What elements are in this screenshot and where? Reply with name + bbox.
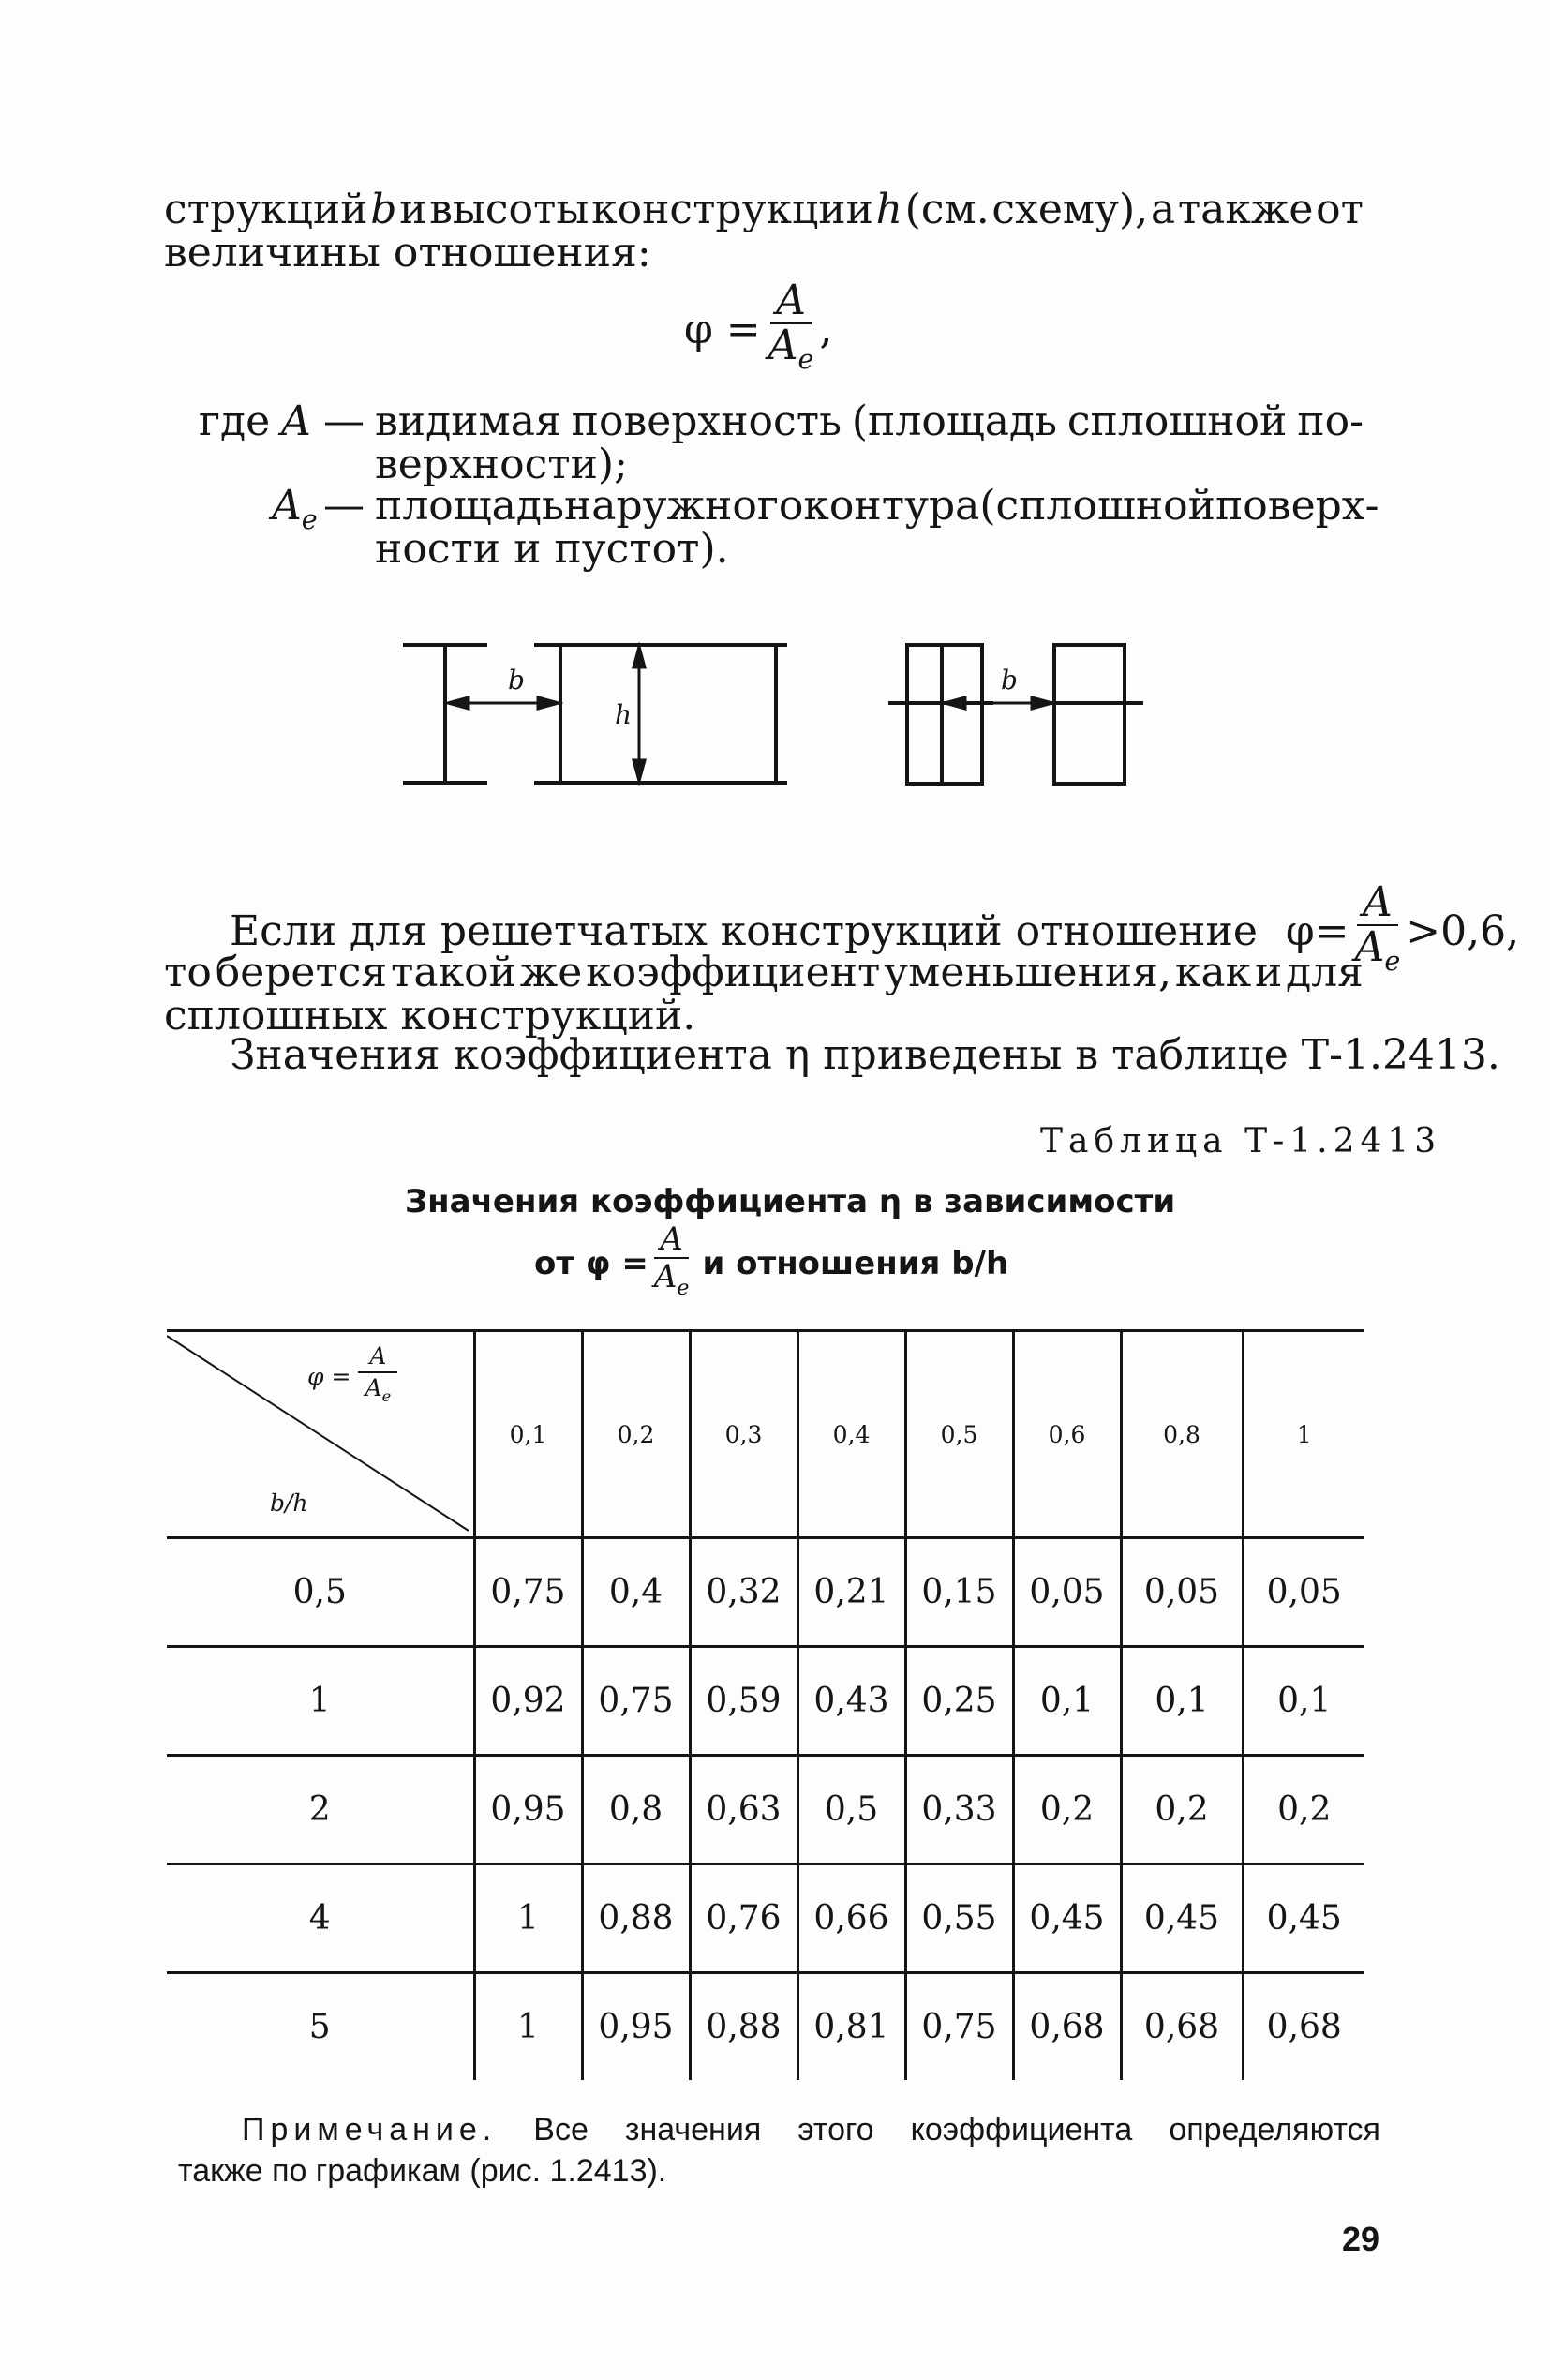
table-cell: 0,92 [474,1647,582,1756]
table-cell: 0,4 [582,1538,690,1647]
table-cell: 0,63 [690,1756,797,1864]
table-cell: 0,1 [1013,1647,1121,1756]
table-row [167,1647,1364,1756]
definition-Ae-line-1: площадь наружного контура (сплошной поверх- [375,482,1379,530]
row-header: 0,5 [167,1538,474,1647]
table-row [167,1538,1364,1647]
table-header-row [167,1331,1364,1538]
table-cell: 1 [474,1864,582,1973]
table-label: Таблица Т-1.2413 [1040,1122,1442,1160]
table-cell: 0,33 [905,1756,1013,1864]
table-row [167,1756,1364,1864]
column-header: 0,2 [582,1331,690,1538]
page-number: 29 [1342,2220,1380,2258]
table-note-line-1: Примечание. Все значения этого коэффициента определяются [242,2109,1380,2150]
intro-line-1: струкций b и высоты конструкции h (см. схему), а также от [164,186,1364,233]
column-header: 0,6 [1013,1331,1121,1538]
definition-A-dash: — [323,397,365,445]
definition-A-symbol: A [281,397,311,445]
row-header: 2 [167,1756,474,1864]
table-cell: 0,43 [797,1647,905,1756]
table-note-line-2: также по графикам (рис. 1.2413). [178,2153,667,2189]
coefficient-table [167,1329,1364,2080]
column-header: 0,3 [690,1331,797,1538]
formula-phi: φ = $\frac{A}{A_e}$ , [684,279,832,381]
table-title-line-2: от φ = $\frac{A}{A_e}$ и отношения b/h [534,1220,1009,1300]
diagram-label-h: h [615,699,633,730]
table-cell: 0,75 [582,1647,690,1756]
formula-fraction: $\frac{A}{A_e}$ [768,277,814,375]
box-section-right [907,645,982,784]
table-cell: 0,76 [690,1864,797,1973]
structure-scheme-diagram [394,628,1143,797]
diagram-label-b-left: b [508,665,525,696]
table-cell: 0,1 [1121,1647,1243,1756]
note-label: Примечание. [242,2112,498,2148]
column-header: 0,8 [1121,1331,1243,1538]
corner-bh-label: b/h [270,1489,308,1517]
diagram-label-b-right: b [1001,665,1018,696]
table-cell: 0,21 [797,1538,905,1647]
table-row [167,1973,1364,2081]
table-title-line-1: Значения коэффициента η в зависимости [405,1183,1176,1220]
table-cell: 0,45 [1243,1864,1364,1973]
table-cell: 0,2 [1121,1756,1243,1864]
table-cell: 0,15 [905,1538,1013,1647]
table-cell: 0,2 [1243,1756,1364,1864]
table-cell: 0,32 [690,1538,797,1647]
table-cell: 0,68 [1121,1973,1243,2081]
table-cell: 0,45 [1121,1864,1243,1973]
table-cell: 0,68 [1243,1973,1364,2081]
table-cell: 0,05 [1121,1538,1243,1647]
formula-lhs: φ = [684,306,761,354]
table-cell: 0,1 [1243,1647,1364,1756]
table-cell: 0,05 [1013,1538,1121,1647]
table-cell: 0,95 [582,1973,690,2081]
table-cell: 0,66 [797,1864,905,1973]
table-cell: 0,05 [1243,1538,1364,1647]
definition-where: где [199,397,271,445]
para2-line-1: Если для решетчатых конструкций отношение φ= $\frac{A}{A_e}$ >0,6, [230,878,1520,977]
row-header: 4 [167,1864,474,1973]
table-cell: 0,81 [797,1973,905,2081]
table-cell: 0,25 [905,1647,1013,1756]
table-row [167,1864,1364,1973]
table-cell: 0,75 [905,1973,1013,2081]
column-header: 0,4 [797,1331,905,1538]
table-cell: 0,2 [1013,1756,1121,1864]
table-cell: 0,59 [690,1647,797,1756]
row-header: 5 [308,2008,331,2046]
definition-Ae-dash: — [323,482,365,530]
column-header: 0,5 [905,1331,1013,1538]
table-corner-cell: φ = $\frac{A}{A_e}$ b/h [167,1331,474,1538]
table-cell: 0,68 [1013,1973,1121,2081]
definition-Ae-symbol: $A_e$ [272,482,318,535]
table-cell: 0,8 [582,1756,690,1864]
column-header: 1 [1243,1331,1364,1538]
column-header: 0,1 [474,1331,582,1538]
table-cell: 0,45 [1013,1864,1121,1973]
para2-line-4: Значения коэффициента η приведены в таблице Т-1.2413. [230,1031,1500,1079]
table-cell: 0,5 [797,1756,905,1864]
intro-line-2: величины отношения: [164,229,651,277]
row-header: 1 [167,1647,474,1756]
table-cell: 0,75 [474,1538,582,1647]
table-cell: 1 [474,1973,582,2081]
definition-A-line-2: верхности); [375,441,628,488]
definition-A-line-1: видимая поверхность (площадь сплошной по- [375,397,1364,445]
definition-Ae-line-2: ности и пустот). [375,525,729,573]
table-cell: 0,95 [474,1756,582,1864]
para2-line-3: сплошных конструкций. [164,992,696,1040]
para2-line-2: то берется такой же коэффициент уменьшения, как и для [164,949,1364,996]
table-cell: 0,88 [582,1864,690,1973]
box-section-far-right [1054,645,1125,784]
table-cell: 0,88 [690,1973,797,2081]
table-cell: 0,55 [905,1864,1013,1973]
